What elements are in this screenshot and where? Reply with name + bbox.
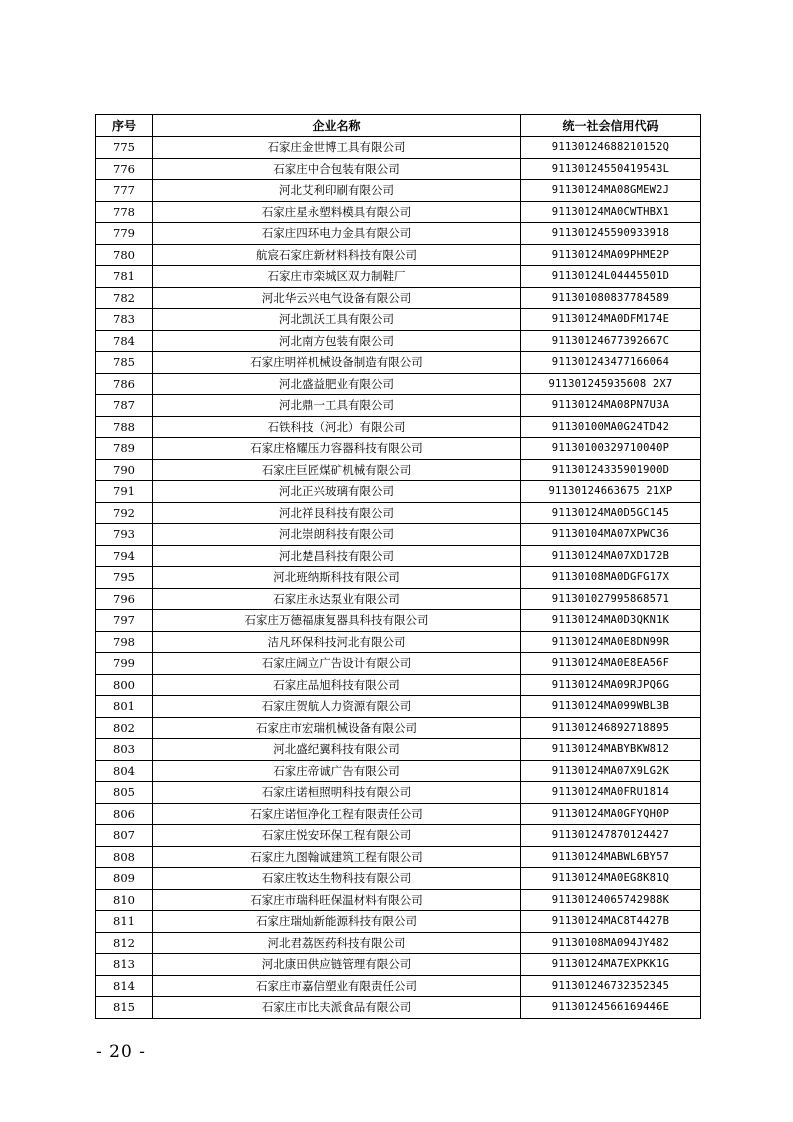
credit-code-cell: 91130124335901900D <box>521 459 701 481</box>
credit-code-cell: 91130124MABYBKW812 <box>521 739 701 761</box>
table-row <box>96 481 701 503</box>
serial-number-cell: 784 <box>96 330 153 352</box>
credit-code-cell: 91130124MA07XD172B <box>521 545 701 567</box>
credit-code-cell: 911301247870124427 <box>521 825 701 847</box>
company-name-cell: 河北班纳斯科技有限公司 <box>153 567 521 589</box>
credit-code-cell: 911301245590933918 <box>521 223 701 245</box>
company-name-cell: 石家庄品旭科技有限公司 <box>153 674 521 696</box>
company-name-cell: 石家庄市比夫派食品有限公司 <box>153 997 521 1019</box>
serial-number-cell: 790 <box>96 459 153 481</box>
company-name-cell: 河北君荔医药科技有限公司 <box>153 932 521 954</box>
serial-number-cell: 777 <box>96 180 153 202</box>
table-row <box>96 416 701 438</box>
serial-number-cell: 798 <box>96 631 153 653</box>
serial-number-cell: 811 <box>96 911 153 933</box>
company-name-cell: 石家庄市瑞科旺保温材料有限公司 <box>153 889 521 911</box>
company-name-cell: 石家庄瑞灿新能源科技有限公司 <box>153 911 521 933</box>
company-name-cell: 石家庄星永塑料模具有限公司 <box>153 201 521 223</box>
company-name-cell: 石家庄诺桓照明科技有限公司 <box>153 782 521 804</box>
table-row <box>96 932 701 954</box>
company-name-cell: 石家庄牧达生物科技有限公司 <box>153 868 521 890</box>
table-row <box>96 137 701 159</box>
serial-number-cell: 814 <box>96 975 153 997</box>
company-name-cell: 石家庄格耀压力容器科技有限公司 <box>153 438 521 460</box>
credit-code-cell: 91130104MA07XPWC36 <box>521 524 701 546</box>
table-row <box>96 502 701 524</box>
credit-code-cell: 91130124MA0D3QKN1K <box>521 610 701 632</box>
credit-code-cell: 91130124677392667C <box>521 330 701 352</box>
serial-number-cell: 794 <box>96 545 153 567</box>
credit-code-cell: 91130108MA094JY482 <box>521 932 701 954</box>
table-row <box>96 309 701 331</box>
credit-code-cell: 91130124MA0E8DN99R <box>521 631 701 653</box>
credit-code-cell: 91130124MA07X9LG2K <box>521 760 701 782</box>
table-row <box>96 287 701 309</box>
credit-code-cell: 91130124MA7EXPKK1G <box>521 954 701 976</box>
table-row <box>96 201 701 223</box>
serial-number-cell: 786 <box>96 373 153 395</box>
table-row <box>96 674 701 696</box>
serial-number-cell: 804 <box>96 760 153 782</box>
company-name-cell: 石家庄万德福康复器具科技有限公司 <box>153 610 521 632</box>
serial-number-cell: 810 <box>96 889 153 911</box>
serial-number-cell: 792 <box>96 502 153 524</box>
table-row <box>96 911 701 933</box>
credit-code-cell: 911301245935608 2X7 <box>521 373 701 395</box>
serial-number-cell: 807 <box>96 825 153 847</box>
table-row <box>96 158 701 180</box>
serial-number-cell: 789 <box>96 438 153 460</box>
company-name-cell: 河北南方包装有限公司 <box>153 330 521 352</box>
table-row <box>96 889 701 911</box>
company-name-cell: 石家庄金世博工具有限公司 <box>153 137 521 159</box>
credit-code-cell: 91130124MAC8T4427B <box>521 911 701 933</box>
table-row <box>96 997 701 1019</box>
serial-number-cell: 793 <box>96 524 153 546</box>
credit-code-cell: 91130100MA0G24TD42 <box>521 416 701 438</box>
table-row <box>96 352 701 374</box>
credit-code-cell: 91130124MA0D5GC145 <box>521 502 701 524</box>
table-row <box>96 223 701 245</box>
header-company-name: 企业名称 <box>153 115 521 137</box>
table-row <box>96 803 701 825</box>
credit-code-cell: 91130124566169446E <box>521 997 701 1019</box>
credit-code-cell: 911301246892718895 <box>521 717 701 739</box>
serial-number-cell: 812 <box>96 932 153 954</box>
serial-number-cell: 782 <box>96 287 153 309</box>
serial-number-cell: 809 <box>96 868 153 890</box>
credit-code-cell: 911301243477166064 <box>521 352 701 374</box>
credit-code-cell: 91130124MA08PN7U3A <box>521 395 701 417</box>
company-name-cell: 石铁科技（河北）有限公司 <box>153 416 521 438</box>
serial-number-cell: 788 <box>96 416 153 438</box>
table-row <box>96 868 701 890</box>
credit-code-cell: 91130124MA0EG8K81Q <box>521 868 701 890</box>
serial-number-cell: 799 <box>96 653 153 675</box>
table-row <box>96 610 701 632</box>
table-body <box>96 137 701 1019</box>
table-row <box>96 760 701 782</box>
company-name-cell: 河北凯沃工具有限公司 <box>153 309 521 331</box>
table-row <box>96 825 701 847</box>
company-name-cell: 石家庄明祥机械设备制造有限公司 <box>153 352 521 374</box>
header-credit-code: 统一社会信用代码 <box>521 115 701 137</box>
company-name-cell: 石家庄九图翰诚建筑工程有限公司 <box>153 846 521 868</box>
credit-code-cell: 91130124663675 21XP <box>521 481 701 503</box>
enterprise-table <box>95 114 701 1019</box>
company-name-cell: 石家庄悦安环保工程有限公司 <box>153 825 521 847</box>
table-row <box>96 395 701 417</box>
serial-number-cell: 797 <box>96 610 153 632</box>
credit-code-cell: 91130124MA08GMEW2J <box>521 180 701 202</box>
table-row <box>96 846 701 868</box>
table-row <box>96 975 701 997</box>
table-row <box>96 330 701 352</box>
credit-code-cell: 91130124065742988K <box>521 889 701 911</box>
company-name-cell: 石家庄市栾城区双力制鞋厂 <box>153 266 521 288</box>
serial-number-cell: 787 <box>96 395 153 417</box>
credit-code-cell: 91130100329710040P <box>521 438 701 460</box>
credit-code-cell: 91130124MA09PHME2P <box>521 244 701 266</box>
company-name-cell: 河北鼎一工具有限公司 <box>153 395 521 417</box>
serial-number-cell: 813 <box>96 954 153 976</box>
table-row <box>96 739 701 761</box>
credit-code-cell: 91130124MA09RJPQ6G <box>521 674 701 696</box>
table-row <box>96 545 701 567</box>
company-name-cell: 河北楚昌科技有限公司 <box>153 545 521 567</box>
credit-code-cell: 911301246732352345 <box>521 975 701 997</box>
credit-code-cell: 91130124MA0FRU1814 <box>521 782 701 804</box>
company-name-cell: 河北艾利印刷有限公司 <box>153 180 521 202</box>
credit-code-cell: 91130124MA0GFYQH0P <box>521 803 701 825</box>
credit-code-cell: 91130124MA0CWTHBX1 <box>521 201 701 223</box>
credit-code-cell: 91130124MABWL6BY57 <box>521 846 701 868</box>
table-row <box>96 717 701 739</box>
company-name-cell: 河北崇朗科技有限公司 <box>153 524 521 546</box>
serial-number-cell: 796 <box>96 588 153 610</box>
serial-number-cell: 791 <box>96 481 153 503</box>
serial-number-cell: 776 <box>96 158 153 180</box>
serial-number-cell: 778 <box>96 201 153 223</box>
company-name-cell: 河北华云兴电气设备有限公司 <box>153 287 521 309</box>
credit-code-cell: 91130124688210152Q <box>521 137 701 159</box>
company-name-cell: 河北康田供应链管理有限公司 <box>153 954 521 976</box>
table-row <box>96 459 701 481</box>
company-name-cell: 洁凡环保科技河北有限公司 <box>153 631 521 653</box>
table-row <box>96 244 701 266</box>
table-row <box>96 696 701 718</box>
serial-number-cell: 775 <box>96 137 153 159</box>
table-header-row <box>96 115 701 137</box>
company-name-cell: 河北祥艮科技有限公司 <box>153 502 521 524</box>
company-name-cell: 石家庄阔立广告设计有限公司 <box>153 653 521 675</box>
serial-number-cell: 780 <box>96 244 153 266</box>
credit-code-cell: 911301080837784589 <box>521 287 701 309</box>
table-row <box>96 373 701 395</box>
company-name-cell: 航宸石家庄新材料科技有限公司 <box>153 244 521 266</box>
table-row <box>96 588 701 610</box>
credit-code-cell: 911301027995868571 <box>521 588 701 610</box>
serial-number-cell: 783 <box>96 309 153 331</box>
table-row <box>96 438 701 460</box>
table-row <box>96 631 701 653</box>
serial-number-cell: 781 <box>96 266 153 288</box>
table-row <box>96 266 701 288</box>
serial-number-cell: 808 <box>96 846 153 868</box>
credit-code-cell: 91130124MA0E8EA56F <box>521 653 701 675</box>
company-name-cell: 石家庄贺航人力资源有限公司 <box>153 696 521 718</box>
company-name-cell: 石家庄四环电力金具有限公司 <box>153 223 521 245</box>
company-name-cell: 石家庄中合包装有限公司 <box>153 158 521 180</box>
table-row <box>96 567 701 589</box>
serial-number-cell: 779 <box>96 223 153 245</box>
table-row <box>96 954 701 976</box>
company-name-cell: 石家庄永达泵业有限公司 <box>153 588 521 610</box>
serial-number-cell: 805 <box>96 782 153 804</box>
company-name-cell: 河北正兴玻璃有限公司 <box>153 481 521 503</box>
serial-number-cell: 803 <box>96 739 153 761</box>
credit-code-cell: 91130108MA0DGFG17X <box>521 567 701 589</box>
serial-number-cell: 785 <box>96 352 153 374</box>
serial-number-cell: 806 <box>96 803 153 825</box>
credit-code-cell: 91130124550419543L <box>521 158 701 180</box>
credit-code-cell: 91130124MA0DFM174E <box>521 309 701 331</box>
credit-code-cell: 91130124MA099WBL3B <box>521 696 701 718</box>
credit-code-cell: 91130124L04445501D <box>521 266 701 288</box>
table-row <box>96 653 701 675</box>
company-name-cell: 石家庄诺恒净化工程有限责任公司 <box>153 803 521 825</box>
serial-number-cell: 800 <box>96 674 153 696</box>
company-name-cell: 石家庄帝诚广告有限公司 <box>153 760 521 782</box>
table-row <box>96 180 701 202</box>
serial-number-cell: 815 <box>96 997 153 1019</box>
serial-number-cell: 801 <box>96 696 153 718</box>
company-name-cell: 石家庄市宏瑞机械设备有限公司 <box>153 717 521 739</box>
company-name-cell: 石家庄巨匠煤矿机械有限公司 <box>153 459 521 481</box>
table-row <box>96 524 701 546</box>
serial-number-cell: 795 <box>96 567 153 589</box>
serial-number-cell: 802 <box>96 717 153 739</box>
company-name-cell: 河北盛益肥业有限公司 <box>153 373 521 395</box>
header-serial-number: 序号 <box>96 115 153 137</box>
company-name-cell: 石家庄市嘉信塑业有限责任公司 <box>153 975 521 997</box>
table-row <box>96 782 701 804</box>
page-number: - 20 - <box>96 1042 146 1062</box>
company-name-cell: 河北盛纪翼科技有限公司 <box>153 739 521 761</box>
